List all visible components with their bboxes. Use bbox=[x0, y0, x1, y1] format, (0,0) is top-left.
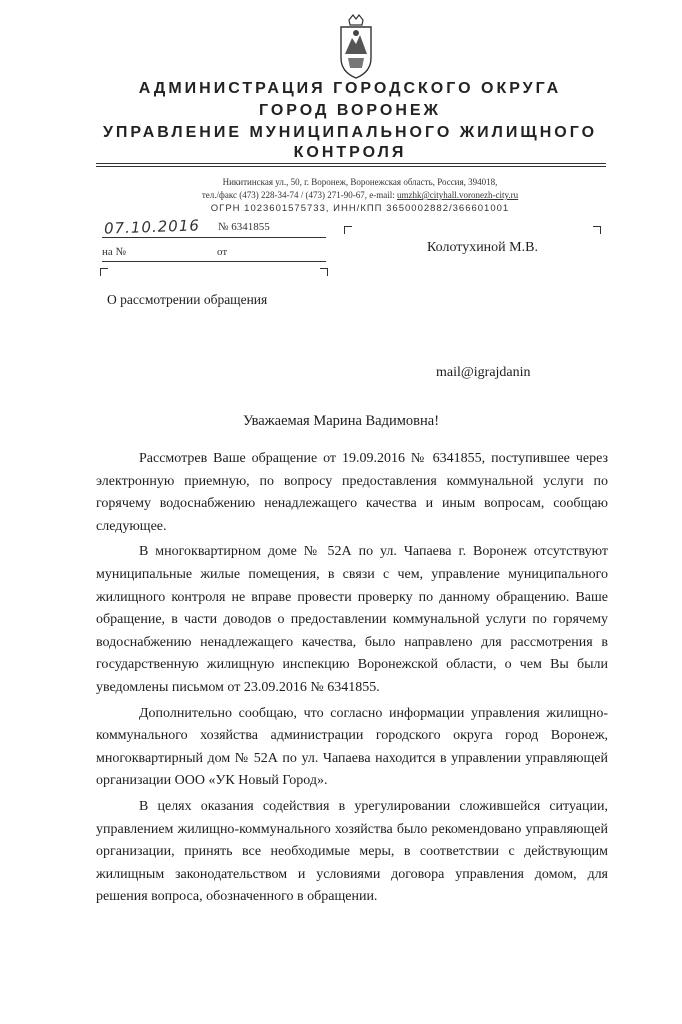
letter-body bbox=[96, 448, 608, 912]
org-phone-email bbox=[110, 190, 610, 200]
org-name-line-1: АДМИНИСТРАЦИЯ ГОРОДСКОГО ОКРУГА bbox=[138, 80, 562, 97]
addressee-corner-left bbox=[344, 226, 352, 234]
body-paragraph-1: Рассмотрев Ваше обращение от 19.09.2016 № 6341855, поступившее через электронную приемную, по вопросу предоставления коммунальной услуги по горячему водоснабжению ненадлежащего качества и иным вопросам, сообщаю следующее. bbox=[96, 451, 608, 534]
recipient-email: mail@igrajdanin bbox=[436, 365, 531, 380]
reply-line bbox=[102, 261, 326, 262]
header-divider-thin bbox=[96, 166, 606, 167]
subject-corner-left bbox=[100, 268, 108, 276]
org-address: Никитинская ул., 50, г. Воронеж, Воронежская область, Россия, 394018, bbox=[222, 177, 498, 187]
body-paragraph-3: Дополнительно сообщаю, что согласно информации управления жилищно-коммунального хозяйства администрации городского округа город Воронеж, многоквартирный дом № 52А по ул. Чапаева находится в управлении управляющей организации ООО «УК Новый Город». bbox=[96, 705, 608, 789]
org-name-line-3: УПРАВЛЕНИЕ МУНИЦИПАЛЬНОГО ЖИЛИЩНОГО bbox=[102, 124, 598, 141]
org-name-line-4: КОНТРОЛЯ bbox=[293, 144, 407, 161]
date-line bbox=[102, 237, 326, 238]
addressee-name: Колотухиной М.В. bbox=[427, 240, 538, 255]
org-email-link[interactable]: umzhk@cityhall.voronezh-city.ru bbox=[396, 190, 519, 200]
outgoing-number: № 6341855 bbox=[218, 221, 270, 233]
org-name-line-2: ГОРОД ВОРОНЕЖ bbox=[258, 102, 442, 119]
org-ogrn: ОГРН 1023601575733, ИНН/КПП 3650002882/366601001 bbox=[210, 203, 510, 214]
header-divider bbox=[96, 163, 606, 164]
letter-subject: О рассмотрении обращения bbox=[107, 292, 268, 307]
outgoing-date-handwritten: 07.10.2016 bbox=[103, 216, 201, 238]
addressee-corner-right bbox=[593, 226, 601, 234]
in-reply-label: на № bbox=[102, 246, 127, 258]
subject-corner-right bbox=[320, 268, 328, 276]
coat-of-arms-icon bbox=[336, 14, 376, 80]
greeting: Уважаемая Марина Вадимовна! bbox=[242, 413, 440, 429]
body-paragraph-4: В целях оказания содействия в урегулировании сложившейся ситуации, управлением жилищно-коммунального хозяйства было рекомендовано управляющей организации, принять все необходимые меры, в соответствии с действующим жилищным законодательством и условиями договора управления домом, для решения вопроса, обозначенного в обращении. bbox=[96, 798, 608, 905]
org-phone: тел./факс (473) 228-34-74 / (473) 271-90-67, e-mail: bbox=[201, 190, 397, 200]
body-paragraph-2: В многоквартирном доме № 52А по ул. Чапаева г. Воронеж отсутствуют муниципальные жилые помещения, в связи с чем, управление муниципального жилищного контроля не вправе провести проверку по данному обращению. Ваше обращение, в части доводов о предоставлении коммунальной услуги по горячему водоснабжению ненадлежащего качества, было направлено для рассмотрения в государственную жилищную инспекцию Воронежской области, о чем Вы были уведомлены письмом от 23.09.2016 № 6341855. bbox=[96, 544, 608, 695]
in-reply-from-label: от bbox=[217, 246, 228, 258]
